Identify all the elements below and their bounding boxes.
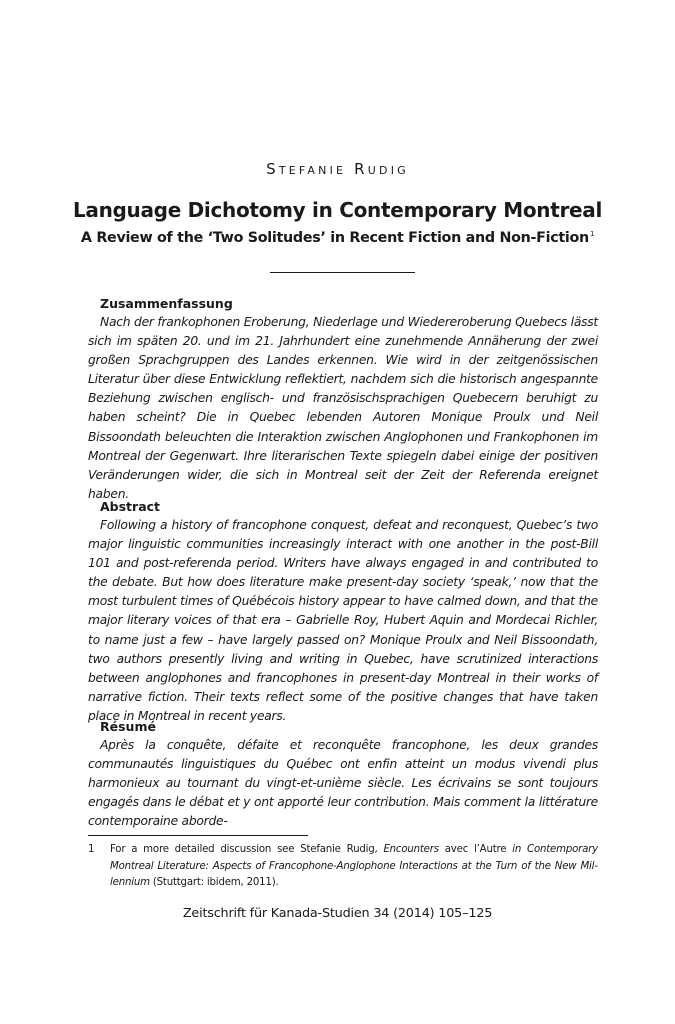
section-zusammenfassung — [88, 294, 598, 504]
footnote-part: For a more detailed discussion see Stefanie Rudig, — [110, 844, 384, 855]
section-text: Nach der frankophonen Eroberung, Niederlage und Wiedereroberung Quebecs lässt sich im späten 20. und im 21. Jahrhundert eine zunehmende Annäherung der zwei großen Sprachgruppen des Landes erkennen. Wie wird in der zeitgenössischen Literatur über diese Entwicklung reflektiert, nachdem sich die historisch angespannte Beziehung zwischen englisch- und französischsprachigen Quebecern beruhigt zu haben scheint? Die in Quebec lebenden Autoren Monique Proulx und Neil Bissoondath beleuchten die Interaktion zwischen Anglophonen und Frankophonen im Montreal der Gegenwart. Ihre literarischen Texte spiegeln dabei einige der positiven Veränderungen wider, die sich in Montreal seit der Zeit der Referenda ereignet haben. — [88, 315, 598, 501]
title-divider — [270, 272, 415, 273]
footnote-divider — [88, 835, 308, 836]
section-abstract — [88, 497, 598, 726]
footnote-part: avec l’Autre — [438, 844, 513, 855]
author-name: Stefanie Rudig — [266, 160, 409, 178]
section-heading: Zusammenfassung — [100, 296, 233, 311]
footnote-italic: Encounters — [383, 844, 439, 855]
journal-citation: Zeitschrift für Kanada-Studien 34 (2014) 105–125 — [182, 906, 493, 921]
section-heading: Abstract — [100, 499, 161, 514]
footnote-number: 1 — [88, 844, 95, 855]
footnote-text — [110, 842, 598, 892]
section-text: Après la conquête, défaite et reconquête francophone, les deux grandes communautés linguistiques du Québec ont enfin atteint un modus vivendi plus harmonieux au tournant du vingt-et-unième siècle. Les écrivains se sont toujours engagés dans le débat et y ont apporté leur contribution. Mais comment la littérature contemporaine aborde- — [88, 738, 598, 829]
section-heading: Résumé — [100, 719, 156, 734]
section-text: Following a history of francophone conquest, defeat and reconquest, Quebec’s two major linguistic communities increasingly interact with one another in the post-Bill 101 and post-referenda period. Writers have always engaged in and contributed to the debate. But how does literature make present-day society ‘speak,’ now that the most turbulent times of Québécois history appear to have calmed down, and that the major literary voices of that era – Gabrielle Roy, Hubert Aquin and Mordecai Richler, to name just a few – have largely passed on? Monique Proulx and Neil Bissoondath, two authors presently living and writing in Quebec, have scrutinized interactions between anglophones and francophones in present-day Montreal in their works of narrative fiction. Their texts reflect some of the positive changes that have taken place in Montreal in recent years. — [88, 518, 598, 723]
footnote — [88, 842, 598, 892]
article-title: Language Dichotomy in Contemporary Montreal — [72, 198, 603, 222]
footnote-marker: 1 — [589, 230, 595, 238]
article-subtitle — [0, 230, 675, 246]
subtitle-text: A Review of the ‘Two Solitudes’ in Recent Fiction and Non-Fiction — [80, 230, 589, 246]
footnote-part: (Stuttgart: ibidem, 2011). — [149, 877, 279, 888]
section-resume — [88, 717, 598, 831]
footnote-italic: in Contemporary Montreal Literature: Aspects of Francophone-Anglophone Interactions at the Turn of the New Millennium — [110, 844, 598, 888]
